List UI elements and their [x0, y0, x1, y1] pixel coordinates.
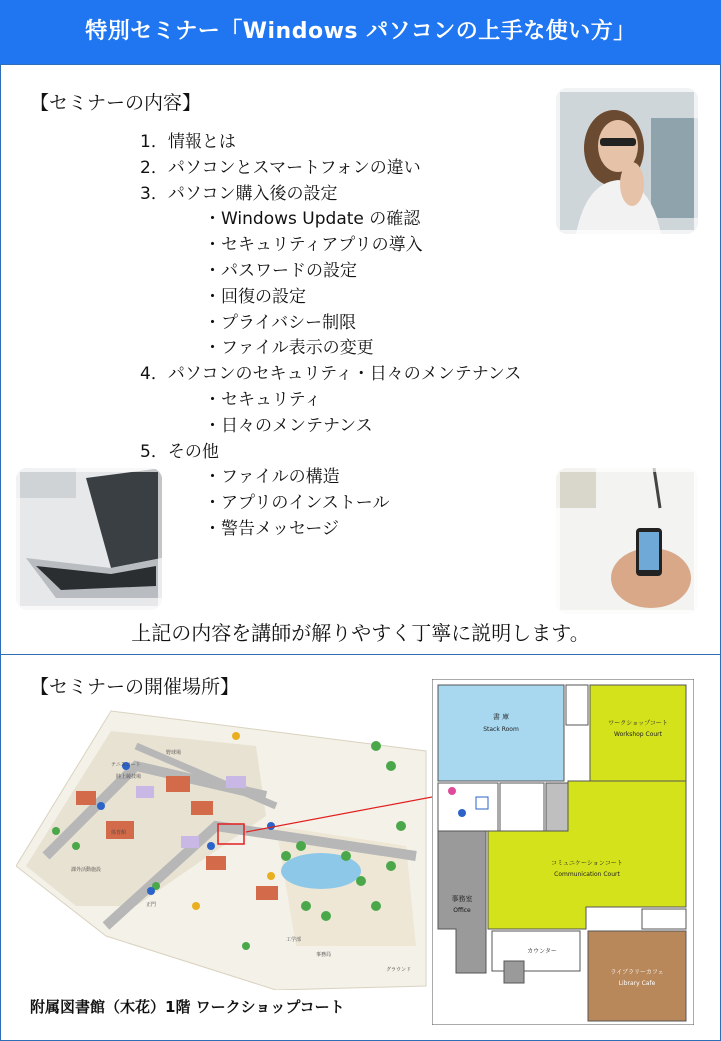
content-item: 1．情報とは	[140, 132, 236, 152]
venue-section-title: 【セミナーの開催場所】	[30, 676, 240, 698]
content-item: 4．パソコンのセキュリティ・日々のメンテナンス	[140, 364, 522, 385]
content-subitem: ・ファイル表示の変更	[204, 338, 374, 359]
campus-label: 野球場	[166, 750, 182, 756]
content-subitem: ・ファイルの構造	[204, 467, 340, 488]
content-subitem: ・パスワードの設定	[204, 260, 357, 281]
content-subitem: ・警告メッセージ	[204, 518, 339, 539]
room-label: Workshop Court	[614, 731, 662, 738]
content-subitem: ・日々のメンテナンス	[204, 415, 373, 436]
venue-caption: 附属図書館（木花）1階 ワークショップコート	[30, 998, 345, 1016]
content-subitem: ・セキュリティ	[204, 389, 322, 410]
content-item: 2．パソコンとスマートフォンの違い	[140, 157, 421, 178]
room-label: コミュニケーションコート	[551, 860, 623, 867]
campus-label: 体育館	[111, 830, 127, 836]
room-label: Office	[453, 907, 471, 914]
content-item: 3．パソコン購入後の設定	[140, 183, 338, 204]
room-label: ライブラリーカフェ	[610, 969, 664, 976]
campus-label: 工学部	[286, 937, 302, 943]
content-subitem: ・プライバシー制限	[204, 312, 357, 333]
room-label: 事務室	[451, 895, 473, 903]
room-label: 書 庫	[492, 713, 510, 721]
campus-label: 正門	[146, 902, 157, 908]
summary-text: 上記の内容を講師が解りやすく丁寧に説明します。	[131, 621, 590, 645]
floor-plan	[432, 679, 694, 1025]
content-subitem: ・セキュリティアプリの導入	[204, 235, 423, 256]
content-subitem: ・Windows Update の確認	[204, 209, 421, 230]
campus-label: 陸上競技場	[116, 774, 142, 780]
content-section-title: 【セミナーの内容】	[30, 92, 202, 114]
room-label: ワークショップコート	[608, 720, 668, 727]
campus-label: 事務局	[316, 952, 332, 958]
content-subitem: ・アプリのインストール	[204, 493, 390, 514]
page-title: 特別セミナー「Windows パソコンの上手な使い方」	[85, 19, 636, 44]
room-label: Library Cafe	[618, 980, 656, 987]
content-item: 5．その他	[140, 441, 219, 462]
campus-label: テニスコート	[111, 762, 141, 768]
content-subitem: ・回復の設定	[204, 286, 306, 307]
room-label: カウンター	[527, 948, 557, 955]
campus-label: グラウンド	[386, 967, 412, 973]
room-label: Stack Room	[483, 726, 519, 733]
room-label: Communication Court	[554, 871, 620, 878]
campus-label: 課外活動施設	[71, 867, 102, 873]
